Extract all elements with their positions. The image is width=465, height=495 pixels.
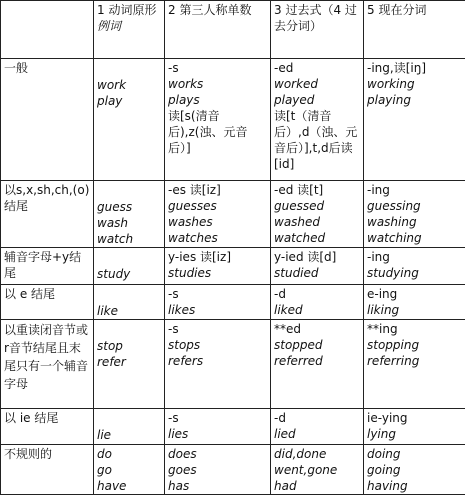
- past-word: liked: [274, 302, 360, 318]
- past-word: guessed: [274, 198, 360, 214]
- base-word: do: [97, 446, 161, 462]
- rule-cell: [1, 181, 94, 248]
- base-word: guess: [97, 199, 161, 215]
- base-cell: [94, 320, 165, 409]
- third-word: has: [168, 478, 267, 494]
- third-word: works: [168, 76, 267, 92]
- past-rule: -d: [274, 286, 360, 302]
- past-word: referred: [274, 353, 360, 369]
- third-word: goes: [168, 462, 267, 478]
- ing-rule: ie-ying: [367, 410, 462, 426]
- past-cell: [271, 248, 364, 285]
- header-ing-label: 5 现在分词: [367, 2, 462, 18]
- third-rule: -s: [168, 60, 267, 76]
- header-empty: [1, 1, 94, 59]
- ing-word: watching: [367, 230, 462, 246]
- table-row: [1, 285, 465, 320]
- rule-cell: [1, 285, 94, 320]
- base-word: work: [97, 77, 161, 93]
- third-pronunciation-note: 读[s(清音后),z(浊、元音后）]: [168, 108, 267, 156]
- table-row: [1, 409, 465, 445]
- past-cell: [271, 285, 364, 320]
- header-past-label: 3 过去式（4 过去分词）: [274, 2, 360, 34]
- table-row: [1, 59, 465, 181]
- past-rule: -d: [274, 410, 360, 426]
- third-cell: [165, 409, 271, 445]
- past-rule: -ed: [274, 60, 360, 76]
- past-word: played: [274, 92, 360, 108]
- past-rule: y-ied 读[d]: [274, 249, 360, 265]
- rule-text: 一般: [4, 60, 90, 76]
- third-cell: [165, 248, 271, 285]
- past-word: did,done: [274, 446, 360, 462]
- base-word: refer: [97, 354, 161, 370]
- table-row: [1, 445, 465, 495]
- ing-word: working: [367, 76, 462, 92]
- third-word: guesses: [168, 198, 267, 214]
- base-word: watch: [97, 231, 161, 247]
- rule-text: 以重读闭音节或r音节结尾且末尾只有一个辅音字母: [4, 321, 90, 393]
- third-rule: -es 读[iz]: [168, 182, 267, 198]
- ing-cell: [364, 285, 465, 320]
- third-cell: [165, 59, 271, 181]
- header-third-person-label: 2 第三人称单数: [168, 2, 267, 18]
- header-ing: [364, 1, 465, 59]
- third-word: washes: [168, 214, 267, 230]
- past-word: lied: [274, 426, 360, 442]
- past-pronunciation-note: 读[t（清音后）,d（浊、元音后）],t,d后读[id]: [274, 108, 360, 172]
- ing-word: going: [367, 462, 462, 478]
- third-rule: y-ies 读[iz]: [168, 249, 267, 265]
- base-word: wash: [97, 215, 161, 231]
- base-word: study: [97, 266, 161, 282]
- ing-word: liking: [367, 302, 462, 318]
- rule-cell: [1, 445, 94, 495]
- third-rule: -s: [168, 286, 267, 302]
- base-cell: [94, 59, 165, 181]
- rule-text: 以s,x,sh,ch,(o)结尾: [4, 182, 90, 214]
- third-word: likes: [168, 302, 267, 318]
- ing-rule: -ing: [367, 249, 462, 265]
- rule-text: 以 e 结尾: [4, 286, 90, 302]
- header-example-label: 例词: [97, 18, 161, 34]
- third-cell: [165, 320, 271, 409]
- past-word: studied: [274, 265, 360, 281]
- base-cell: [94, 285, 165, 320]
- third-word: stops: [168, 337, 267, 353]
- header-third-person: [165, 1, 271, 59]
- table-row: [1, 248, 465, 285]
- ing-rule: **ing: [367, 321, 462, 337]
- past-rule: -ed 读[t]: [274, 182, 360, 198]
- past-word: washed: [274, 214, 360, 230]
- base-word: stop: [97, 338, 161, 354]
- ing-word: referring: [367, 353, 462, 369]
- rule-cell: [1, 409, 94, 445]
- rule-text: 辅音字母+y结尾: [4, 249, 90, 281]
- third-word: does: [168, 446, 267, 462]
- ing-word: guessing: [367, 198, 462, 214]
- past-cell: [271, 445, 364, 495]
- base-word: lie: [97, 427, 161, 443]
- third-cell: [165, 181, 271, 248]
- past-cell: [271, 181, 364, 248]
- ing-rule: -ing: [367, 182, 462, 198]
- past-word: had: [274, 478, 360, 494]
- table-row: [1, 181, 465, 248]
- ing-cell: [364, 320, 465, 409]
- ing-cell: [364, 181, 465, 248]
- ing-cell: [364, 248, 465, 285]
- base-word: play: [97, 93, 161, 109]
- rule-cell: [1, 320, 94, 409]
- ing-word: lying: [367, 426, 462, 442]
- header-base-form: [94, 1, 165, 59]
- rule-text: 不规则的: [4, 446, 90, 462]
- rule-cell: [1, 248, 94, 285]
- past-word: went,gone: [274, 462, 360, 478]
- past-word: stopped: [274, 337, 360, 353]
- third-word: plays: [168, 92, 267, 108]
- ing-word: having: [367, 478, 462, 494]
- base-word: like: [97, 303, 161, 319]
- third-cell: [165, 285, 271, 320]
- header-base-form-label: 1 动词原形: [97, 2, 161, 18]
- past-rule: **ed: [274, 321, 360, 337]
- base-word: have: [97, 478, 161, 494]
- third-word: lies: [168, 426, 267, 442]
- third-rule: -s: [168, 410, 267, 426]
- ing-cell: [364, 409, 465, 445]
- third-rule: -s: [168, 321, 267, 337]
- rule-text: 以 ie 结尾: [4, 410, 90, 426]
- header-past: [271, 1, 364, 59]
- header-row: [1, 1, 465, 59]
- past-cell: [271, 320, 364, 409]
- ing-word: stopping: [367, 337, 462, 353]
- base-cell: [94, 409, 165, 445]
- table-row: [1, 320, 465, 409]
- ing-word: playing: [367, 92, 462, 108]
- past-cell: [271, 409, 364, 445]
- past-cell: [271, 59, 364, 181]
- past-word: worked: [274, 76, 360, 92]
- ing-rule: e-ing: [367, 286, 462, 302]
- third-word: watches: [168, 230, 267, 246]
- ing-cell: [364, 59, 465, 181]
- third-cell: [165, 445, 271, 495]
- base-cell: [94, 248, 165, 285]
- third-word: studies: [168, 265, 267, 281]
- rule-cell: [1, 59, 94, 181]
- ing-rule: -ing,读[iŋ]: [367, 60, 462, 76]
- base-word: go: [97, 462, 161, 478]
- third-word: refers: [168, 353, 267, 369]
- ing-word: doing: [367, 446, 462, 462]
- base-cell: [94, 445, 165, 495]
- ing-word: washing: [367, 214, 462, 230]
- base-cell: [94, 181, 165, 248]
- ing-word: studying: [367, 265, 462, 281]
- ing-cell: [364, 445, 465, 495]
- past-word: watched: [274, 230, 360, 246]
